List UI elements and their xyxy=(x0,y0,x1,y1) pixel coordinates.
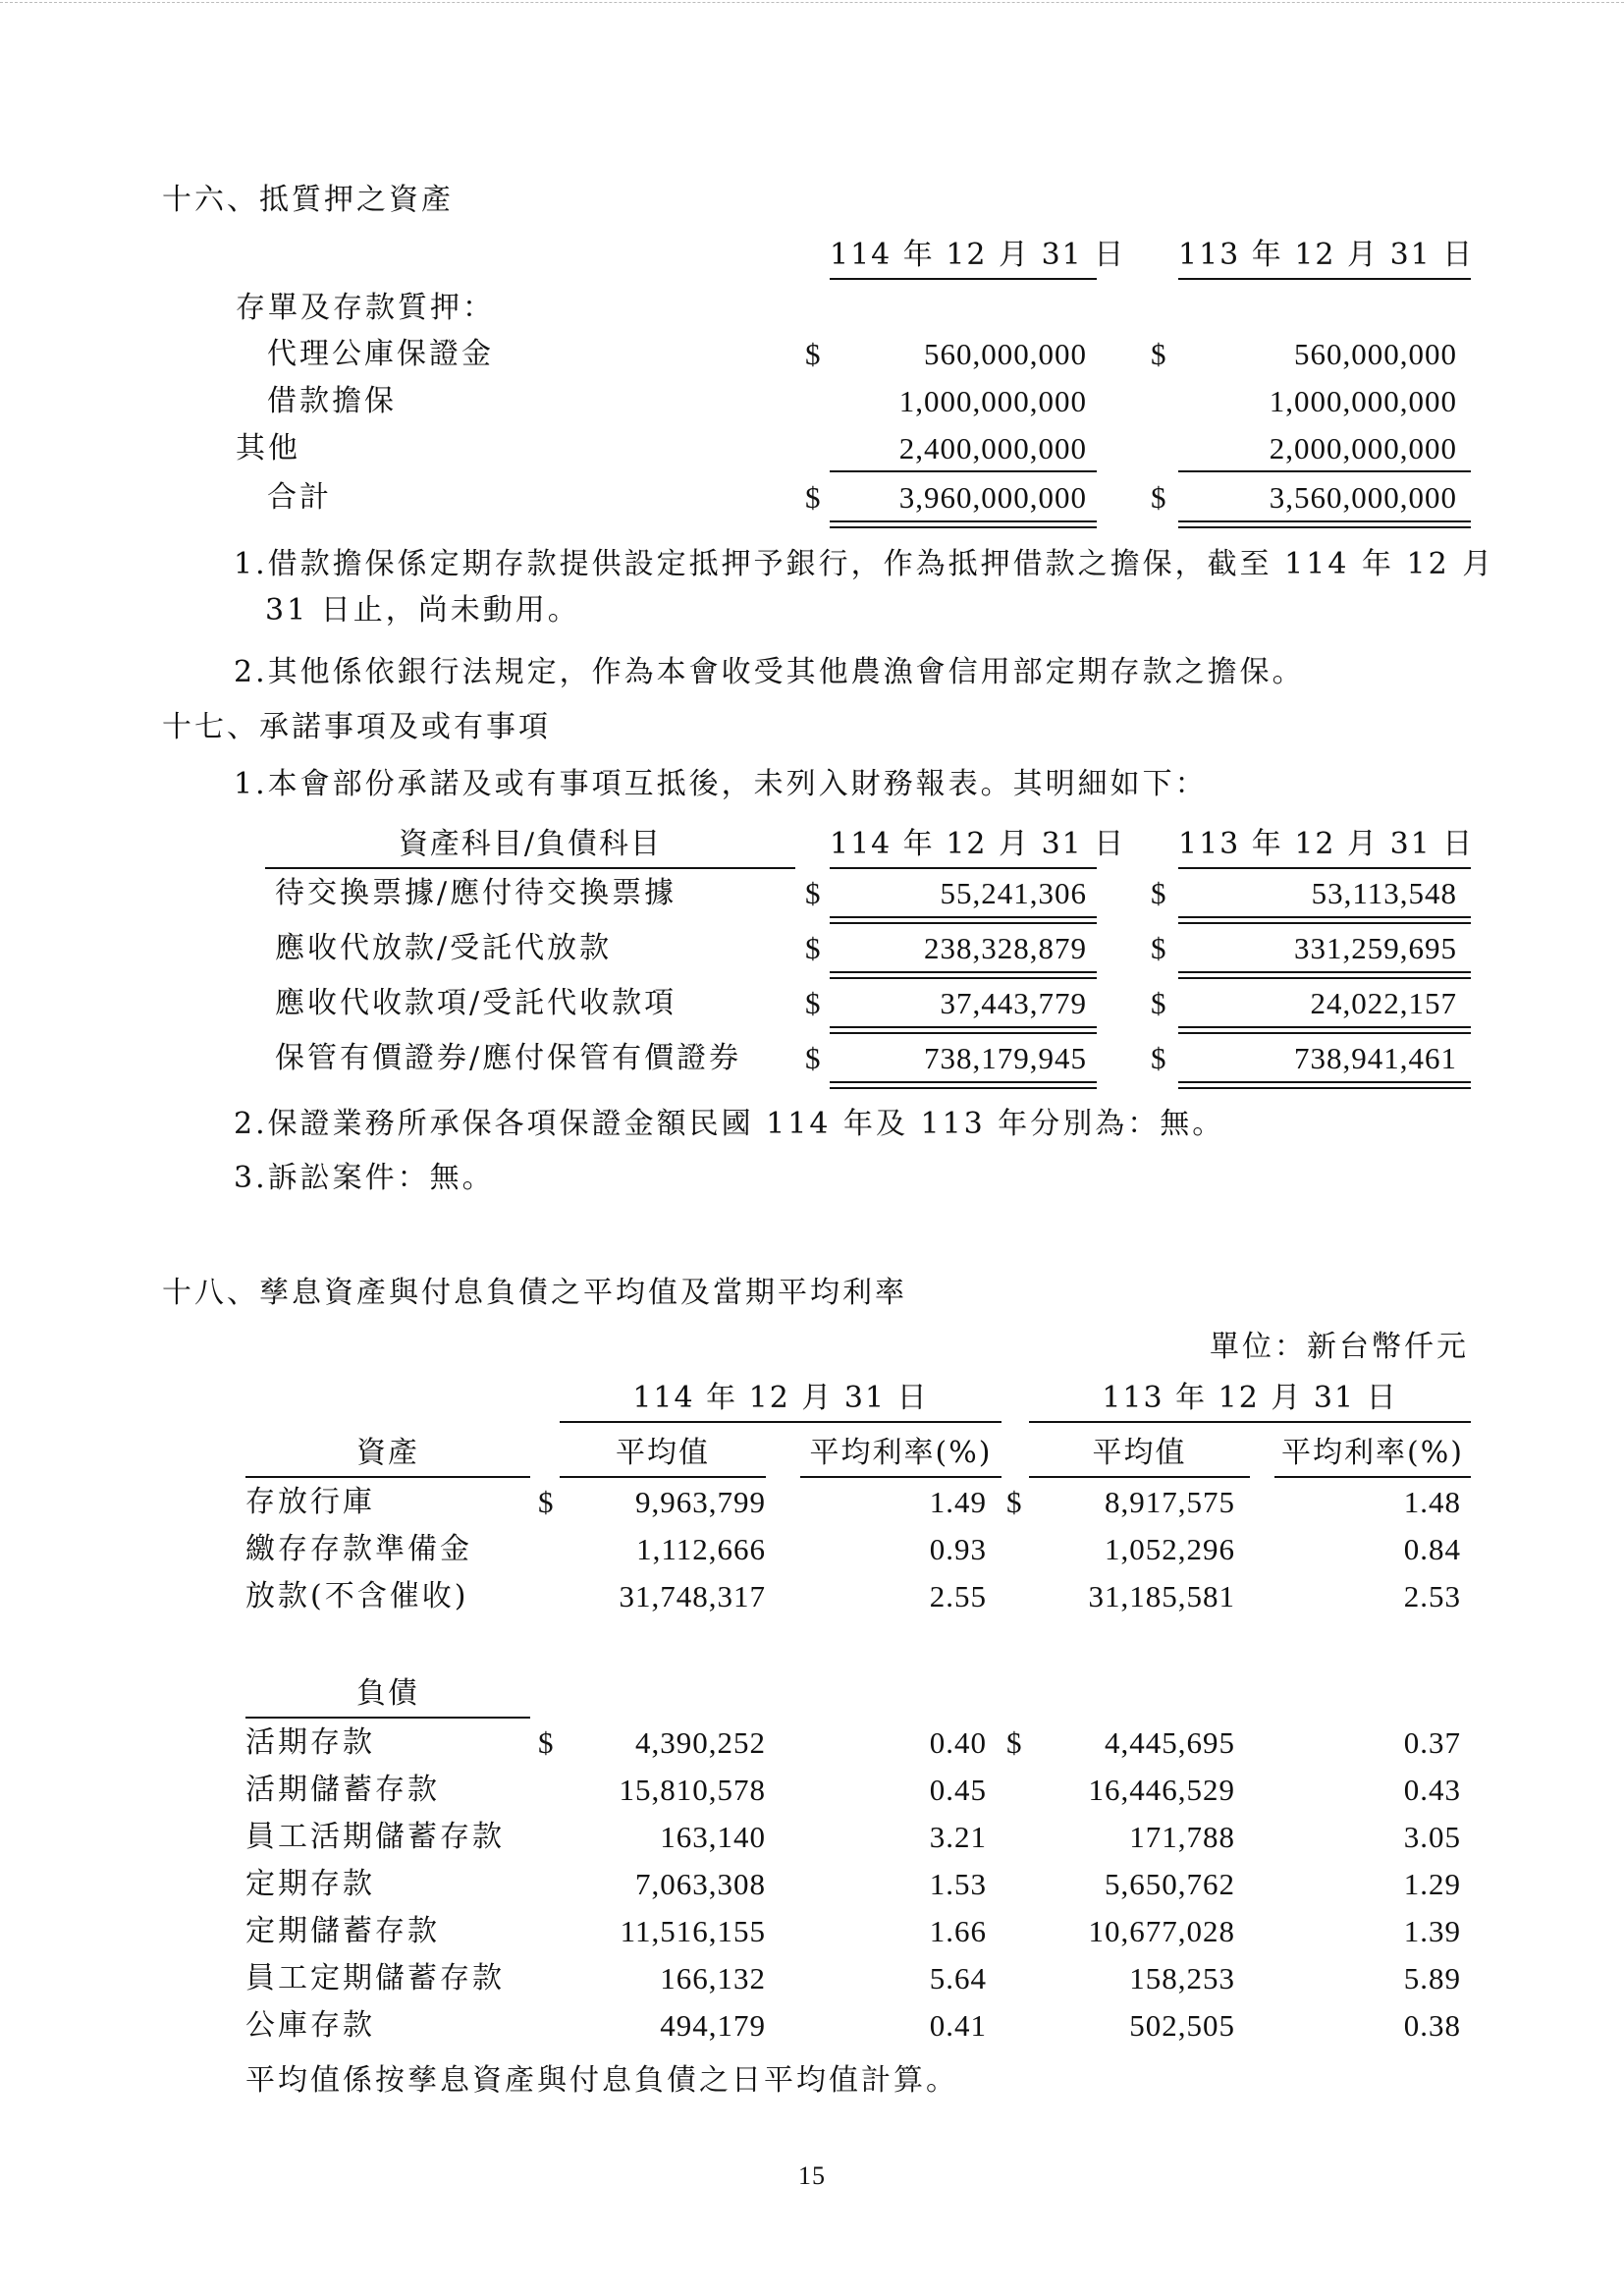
s17-row-value1: 37,443,779 xyxy=(940,986,1087,1020)
s17-row-double-underline1 xyxy=(830,916,1097,924)
s18-liab-avg1: 11,516,155 xyxy=(620,1914,766,1948)
s18-asset-rate1: 1.49 xyxy=(929,1485,987,1519)
section17-title: 十七、承諾事項及或有事項 xyxy=(162,710,551,744)
s17-note2: 2.保證業務所承保各項保證金額民國 114 年及 113 年分別為：無。 xyxy=(234,1107,1225,1141)
s16-note1: 1.借款擔保係定期存款提供設定抵押予銀行，作為抵押借款之擔保，截至 114 年 12 月 xyxy=(234,547,1495,581)
s18-liab-avg1: 163,140 xyxy=(660,1820,766,1854)
s18-liab-dollar1: $ xyxy=(538,1725,554,1760)
s18-avg-header2: 平均值 xyxy=(1092,1436,1187,1470)
s18-period1: 114 年 12 月 31 日 xyxy=(632,1381,929,1415)
s16-note2: 2.其他係依銀行法規定，作為本會收受其他農漁會信用部定期存款之擔保。 xyxy=(234,655,1305,689)
s16-total-label: 合計 xyxy=(267,480,332,515)
s18-asset-rate2: 0.84 xyxy=(1403,1532,1461,1566)
s16-row-label: 代理公庫保證金 xyxy=(267,337,494,371)
s18-liab-label: 活期儲蓄存款 xyxy=(245,1773,440,1807)
s18-liab-rate2: 0.37 xyxy=(1403,1725,1461,1760)
s18-asset-label: 繳存存款準備金 xyxy=(245,1532,472,1566)
s18-liab-rate1: 0.45 xyxy=(929,1773,987,1807)
s18-liab-label: 員工定期儲蓄存款 xyxy=(245,1961,505,1995)
s18-asset-label: 放款(不含催收) xyxy=(245,1579,469,1613)
s18-liab-header: 負債 xyxy=(356,1676,419,1711)
s17-row-double-underline2 xyxy=(1178,1026,1471,1034)
s18-liab-rate1: 1.66 xyxy=(929,1914,987,1948)
s17-row-value1: 55,241,306 xyxy=(940,876,1087,910)
s18-asset-avg1: 31,748,317 xyxy=(619,1579,766,1613)
s18-liab-label: 公庫存款 xyxy=(245,2008,375,2043)
page-number: 15 xyxy=(798,2161,826,2190)
s18-asset-avg1: 1,112,666 xyxy=(636,1532,766,1566)
s17-row-value1: 238,328,879 xyxy=(924,931,1087,965)
s18-liab-avg1: 7,063,308 xyxy=(635,1867,766,1901)
s17-row-dollar2: $ xyxy=(1151,931,1166,965)
s18-liab-avg1: 15,810,578 xyxy=(619,1773,766,1807)
s18-liab-avg2: 171,788 xyxy=(1129,1820,1235,1854)
s17-row-double-underline2 xyxy=(1178,1081,1471,1089)
s17-row-double-underline1 xyxy=(830,1026,1097,1034)
s18-avg-header1: 平均值 xyxy=(616,1436,710,1470)
s18-liab-avg2: 10,677,028 xyxy=(1088,1914,1235,1948)
s18-asset-avg1: 9,963,799 xyxy=(635,1485,766,1519)
s17-row-value2: 53,113,548 xyxy=(1311,876,1457,910)
s18-liab-rate1: 3.21 xyxy=(929,1820,987,1854)
s18-avg-header2-underline xyxy=(1029,1476,1250,1478)
s16-total-double-underline1 xyxy=(830,520,1097,528)
s18-liab-rate1: 0.40 xyxy=(929,1725,987,1760)
s17-col1-header: 114 年 12 月 31 日 xyxy=(830,827,1126,861)
s18-liab-label: 活期存款 xyxy=(245,1725,375,1760)
s18-liab-rate1: 0.41 xyxy=(929,2008,987,2043)
s17-col1-underline xyxy=(830,867,1097,869)
s17-row-value2: 24,022,157 xyxy=(1310,986,1457,1020)
s17-row-double-underline2 xyxy=(1178,971,1471,979)
s16-row-value1: 560,000,000 xyxy=(924,337,1087,371)
s17-row-label: 保管有價證券/應付保管有價證券 xyxy=(275,1041,742,1075)
s17-row-double-underline2 xyxy=(1178,916,1471,924)
s18-asset-avg2: 1,052,296 xyxy=(1105,1532,1235,1566)
s16-total-value1: 3,960,000,000 xyxy=(898,480,1087,515)
s16-row-value1: 2,400,000,000 xyxy=(898,431,1087,465)
s18-liab-label: 定期存款 xyxy=(245,1867,375,1901)
s18-period1-underline xyxy=(560,1421,1001,1423)
s18-footnote: 平均值係按孳息資產與付息負債之日平均值計算。 xyxy=(245,2063,958,2098)
s18-liab-avg1: 4,390,252 xyxy=(635,1725,766,1760)
s18-assets-header-underline xyxy=(245,1476,530,1478)
s17-label-header: 資產科目/負債科目 xyxy=(398,827,663,861)
s16-col1-underline xyxy=(830,278,1097,280)
s16-col1-header: 114 年 12 月 31 日 xyxy=(830,238,1126,272)
s18-liab-avg2: 4,445,695 xyxy=(1105,1725,1235,1760)
s18-asset-avg2: 8,917,575 xyxy=(1105,1485,1235,1519)
s18-period2: 113 年 12 月 31 日 xyxy=(1102,1381,1398,1415)
s18-assets-header: 資產 xyxy=(356,1436,419,1470)
s16-col2-header: 113 年 12 月 31 日 xyxy=(1178,238,1475,272)
s17-label-header-underline xyxy=(265,867,795,869)
s17-row-dollar1: $ xyxy=(805,986,821,1020)
s18-liab-rate1: 5.64 xyxy=(929,1961,987,1995)
s17-row-dollar2: $ xyxy=(1151,876,1166,910)
s18-rate-header1: 平均利率(%) xyxy=(809,1436,993,1470)
s17-col2-header: 113 年 12 月 31 日 xyxy=(1178,827,1475,861)
s18-avg-header1-underline xyxy=(560,1476,766,1478)
s17-row-dollar2: $ xyxy=(1151,1041,1166,1075)
s18-asset-rate1: 0.93 xyxy=(929,1532,987,1566)
s18-liab-rate2: 1.39 xyxy=(1403,1914,1461,1948)
s16-subtotal-line2 xyxy=(1178,470,1471,472)
scan-edge-line xyxy=(0,2,1624,3)
s17-row-dollar1: $ xyxy=(805,1041,821,1075)
s16-row-value2: 2,000,000,000 xyxy=(1269,431,1457,465)
s16-note1-cont: 31 日止，尚未動用。 xyxy=(265,593,580,628)
section18-title: 十八、孳息資產與付息負債之平均值及當期平均利率 xyxy=(162,1276,907,1310)
s17-row-dollar2: $ xyxy=(1151,986,1166,1020)
s18-liab-label: 定期儲蓄存款 xyxy=(245,1914,440,1948)
s18-rate-header1-underline xyxy=(800,1476,1001,1478)
s16-row-value2: 1,000,000,000 xyxy=(1269,384,1457,418)
s17-row-label: 待交換票據/應付待交換票據 xyxy=(275,876,677,910)
s17-note3: 3.訴訟案件：無。 xyxy=(234,1161,495,1195)
s16-total-dollar1: $ xyxy=(805,480,821,515)
s17-row-value2: 331,259,695 xyxy=(1294,931,1457,965)
s16-row-label: 其他 xyxy=(236,431,300,465)
s16-row-value2: 560,000,000 xyxy=(1294,337,1457,371)
s18-liab-avg2: 16,446,529 xyxy=(1088,1773,1235,1807)
s18-asset-rate2: 2.53 xyxy=(1403,1579,1461,1613)
s18-liab-rate2: 0.43 xyxy=(1403,1773,1461,1807)
s18-unit: 單位：新台幣仟元 xyxy=(1210,1330,1469,1364)
s18-asset-label: 存放行庫 xyxy=(245,1485,375,1519)
s18-liab-rate2: 5.89 xyxy=(1403,1961,1461,1995)
s17-row-value1: 738,179,945 xyxy=(924,1041,1087,1075)
s16-total-double-underline2 xyxy=(1178,520,1471,528)
s18-asset-rate1: 2.55 xyxy=(929,1579,987,1613)
s17-col2-underline xyxy=(1178,867,1471,869)
s17-row-label: 應收代放款/受託代放款 xyxy=(275,931,613,965)
s16-row-value1: 1,000,000,000 xyxy=(898,384,1087,418)
s18-liab-label: 員工活期儲蓄存款 xyxy=(245,1820,505,1854)
s18-liab-avg1: 494,179 xyxy=(660,2008,766,2043)
s18-liab-rate2: 0.38 xyxy=(1403,2008,1461,2043)
s18-liab-rate1: 1.53 xyxy=(929,1867,987,1901)
s17-row-double-underline1 xyxy=(830,971,1097,979)
s18-liab-avg2: 158,253 xyxy=(1129,1961,1235,1995)
s16-row-dollar1: $ xyxy=(805,337,821,371)
s18-period2-underline xyxy=(1029,1421,1471,1423)
s16-total-dollar2: $ xyxy=(1151,480,1166,515)
s17-intro: 1.本會部份承諾及或有事項互抵後，未列入財務報表。其明細如下： xyxy=(234,767,1208,801)
s16-row-dollar2: $ xyxy=(1151,337,1166,371)
s16-total-value2: 3,560,000,000 xyxy=(1269,480,1457,515)
s16-group-label: 存單及存款質押： xyxy=(236,291,495,325)
s18-rate-header2-underline xyxy=(1274,1476,1471,1478)
s18-liab-rate2: 3.05 xyxy=(1403,1820,1461,1854)
s17-row-dollar1: $ xyxy=(805,931,821,965)
s17-row-label: 應收代收款項/受託代收款項 xyxy=(275,986,677,1020)
s18-asset-dollar2: $ xyxy=(1006,1485,1022,1519)
s16-subtotal-line1 xyxy=(830,470,1097,472)
s18-liab-dollar2: $ xyxy=(1006,1725,1022,1760)
s18-liab-rate2: 1.29 xyxy=(1403,1867,1461,1901)
s16-col2-underline xyxy=(1178,278,1471,280)
s17-row-value2: 738,941,461 xyxy=(1294,1041,1457,1075)
s18-liab-avg2: 502,505 xyxy=(1129,2008,1235,2043)
s18-asset-avg2: 31,185,581 xyxy=(1088,1579,1235,1613)
s17-row-dollar1: $ xyxy=(805,876,821,910)
s16-row-label: 借款擔保 xyxy=(267,384,397,418)
s18-asset-rate2: 1.48 xyxy=(1403,1485,1461,1519)
s17-row-double-underline1 xyxy=(830,1081,1097,1089)
s18-rate-header2: 平均利率(%) xyxy=(1281,1436,1464,1470)
s18-liab-avg2: 5,650,762 xyxy=(1105,1867,1235,1901)
s18-liab-avg1: 166,132 xyxy=(660,1961,766,1995)
s18-asset-dollar1: $ xyxy=(538,1485,554,1519)
section16-title: 十六、抵質押之資產 xyxy=(162,183,454,217)
s18-liab-header-underline xyxy=(245,1717,530,1719)
